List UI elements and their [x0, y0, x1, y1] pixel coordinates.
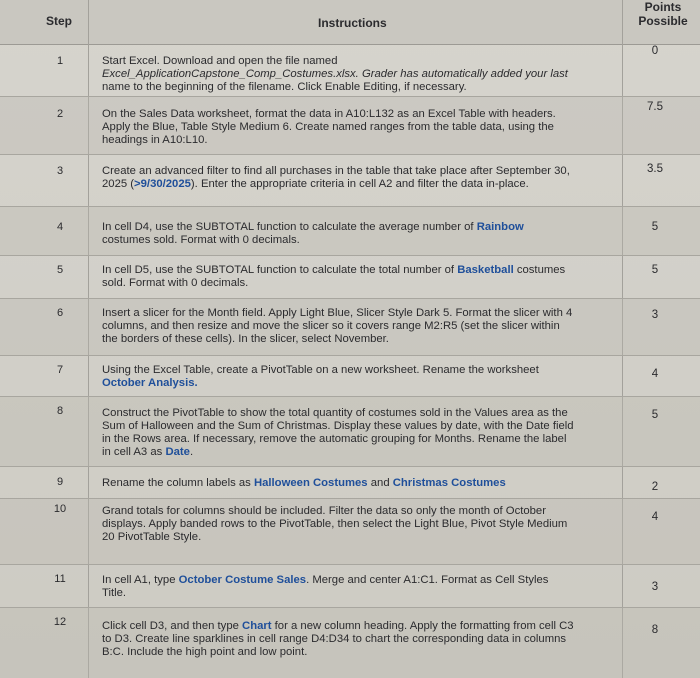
instruction-line: Create an advanced filter to find all purchases in the table that take place after September 30, [102, 165, 570, 177]
header-step: Step [46, 14, 73, 28]
step-number: 10 [53, 503, 67, 515]
instruction-text [102, 477, 612, 490]
highlight-text: October Analysis. [102, 377, 198, 389]
header-points-line2: Possible [638, 14, 688, 28]
table-row [0, 299, 700, 356]
text-segment: Click cell D3, and then type [102, 620, 243, 632]
highlight-text: Date [165, 446, 190, 458]
table-row [0, 45, 700, 97]
instruction-line [102, 620, 612, 633]
points-value: 4 [651, 368, 659, 380]
instruction-line: headings in A10:L10. [102, 134, 208, 146]
text-segment: In cell A1, type [102, 574, 179, 586]
text-segment: costumes [513, 264, 566, 276]
table-row [0, 155, 700, 207]
table-row [0, 256, 700, 299]
step-number: 2 [56, 108, 64, 120]
points-value: 3.5 [647, 163, 663, 175]
text-segment: Rename the column labels as [102, 477, 254, 489]
step-number: 3 [56, 165, 64, 177]
text-segment: and [367, 477, 393, 489]
instruction-line: in cell A3 as Date. [102, 446, 194, 458]
instruction-line: B:C. Include the high point and low point. [102, 646, 308, 658]
instruction-line: Apply the Blue, Table Style Medium 6. Create named ranges from the table data, using the [102, 121, 554, 133]
instruction-line: Grand totals for columns should be included. Filter the data so only the month of October [102, 505, 546, 517]
instruction-line: displays. Apply banded rows to the PivotTable, then select the Light Blue, Pivot Style Medium [102, 518, 568, 530]
table-row [0, 97, 700, 155]
instruction-line: the borders of these cells). In the slicer, select November. [102, 333, 389, 345]
points-value: 3 [651, 309, 659, 321]
points-value: 5 [651, 221, 659, 233]
step-number: 1 [56, 55, 64, 67]
instruction-text [102, 264, 612, 290]
instruction-line [102, 477, 612, 490]
instruction-line [102, 178, 612, 191]
points-value: 4 [651, 511, 659, 523]
text-segment: for a new column heading. Apply the formatting from cell C3 [271, 620, 574, 632]
table-row [0, 397, 700, 467]
instruction-line: name to the beginning of the filename. Click Enable Editing, if necessary. [102, 81, 467, 93]
instruction-text [102, 221, 612, 247]
text-segment: In cell D4, use the SUBTOTAL function to calculate the average number of [102, 221, 477, 233]
instruction-text [102, 307, 612, 346]
table-row [0, 565, 700, 608]
instruction-line: Insert a slicer for the Month field. Apply Light Blue, Slicer Style Dark 5. Format the slicer with 4 [102, 307, 573, 319]
instruction-text [102, 620, 612, 659]
table-row [0, 207, 700, 256]
points-value: 8 [651, 624, 659, 636]
instruction-text [102, 574, 612, 600]
instruction-line: sold. Format with 0 decimals. [102, 277, 249, 289]
highlight-text: Christmas Costumes [392, 477, 506, 489]
instruction-line: Title. [102, 587, 127, 599]
step-number: 6 [56, 307, 64, 319]
text-segment: ). Enter the appropriate criteria in cell A2 and filter the data in-place. [190, 178, 529, 190]
instruction-text [102, 407, 612, 459]
instruction-line: costumes sold. Format with 0 decimals. [102, 234, 300, 246]
instruction-line: Start Excel. Download and open the file named [102, 55, 338, 67]
instruction-line [102, 574, 612, 587]
points-value: 3 [651, 581, 659, 593]
instruction-line: in the Rows area. If necessary, remove the automatic grouping for Months. Rename the label [102, 433, 567, 445]
instruction-text [102, 108, 612, 147]
instruction-line: Using the Excel Table, create a PivotTable on a new worksheet. Rename the worksheet [102, 364, 539, 376]
points-value: 5 [651, 409, 659, 421]
step-number: 9 [56, 476, 64, 488]
instruction-text [102, 364, 612, 390]
instruction-text [102, 55, 612, 94]
instruction-line: 20 PivotTable Style. [102, 531, 202, 543]
table-row [0, 499, 700, 565]
table-row [0, 608, 700, 678]
table-row [0, 356, 700, 397]
instruction-line: Construct the PivotTable to show the total quantity of costumes sold in the Values area as the [102, 407, 568, 419]
step-number: 7 [56, 364, 64, 376]
text-segment: In cell D5, use the SUBTOTAL function to calculate the total number of [102, 264, 458, 276]
points-value: 2 [651, 481, 659, 493]
points-value: 0 [651, 45, 659, 57]
instruction-line: Excel_ApplicationCapstone_Comp_Costumes.xlsx. Grader has automatically added your last [102, 68, 568, 80]
step-number: 8 [56, 405, 64, 417]
instruction-line: Sum of Halloween and the Sum of Christmas. Display these values by date, with the Date field [102, 420, 574, 432]
text-segment: . Merge and center A1:C1. Format as Cell Styles [306, 574, 549, 586]
header-points-line1: Points [644, 0, 682, 14]
highlight-text: Chart [242, 620, 272, 632]
header-points-possible [628, 0, 698, 28]
instruction-line [102, 221, 612, 234]
highlight-text: Rainbow [476, 221, 524, 233]
highlight-text: Basketball [457, 264, 514, 276]
instruction-text [102, 165, 612, 191]
instruction-line: columns, and then resize and move the slicer so it covers range M2:R5 (set the slicer within [102, 320, 560, 332]
text-segment: 2025 ( [102, 178, 135, 190]
highlight-text: Halloween Costumes [253, 477, 368, 489]
table-header [0, 0, 700, 45]
step-number: 4 [56, 221, 64, 233]
instruction-text [102, 505, 612, 544]
table-row [0, 467, 700, 499]
highlight-text: >9/30/2025 [134, 178, 191, 190]
step-number: 11 [54, 573, 66, 585]
step-number: 12 [53, 616, 67, 628]
points-value: 7.5 [647, 101, 663, 113]
instruction-line: to D3. Create line sparklines in cell range D4:D34 to chart the corresponding data in columns [102, 633, 567, 645]
highlight-text: October Costume Sales [178, 574, 307, 586]
step-number: 5 [56, 264, 64, 276]
points-value: 5 [651, 264, 659, 276]
instruction-line [102, 264, 612, 277]
header-instructions: Instructions [318, 16, 387, 30]
instruction-line: On the Sales Data worksheet, format the data in A10:L132 as an Excel Table with headers. [102, 108, 556, 120]
text-segment: in cell A3 as [102, 446, 166, 458]
